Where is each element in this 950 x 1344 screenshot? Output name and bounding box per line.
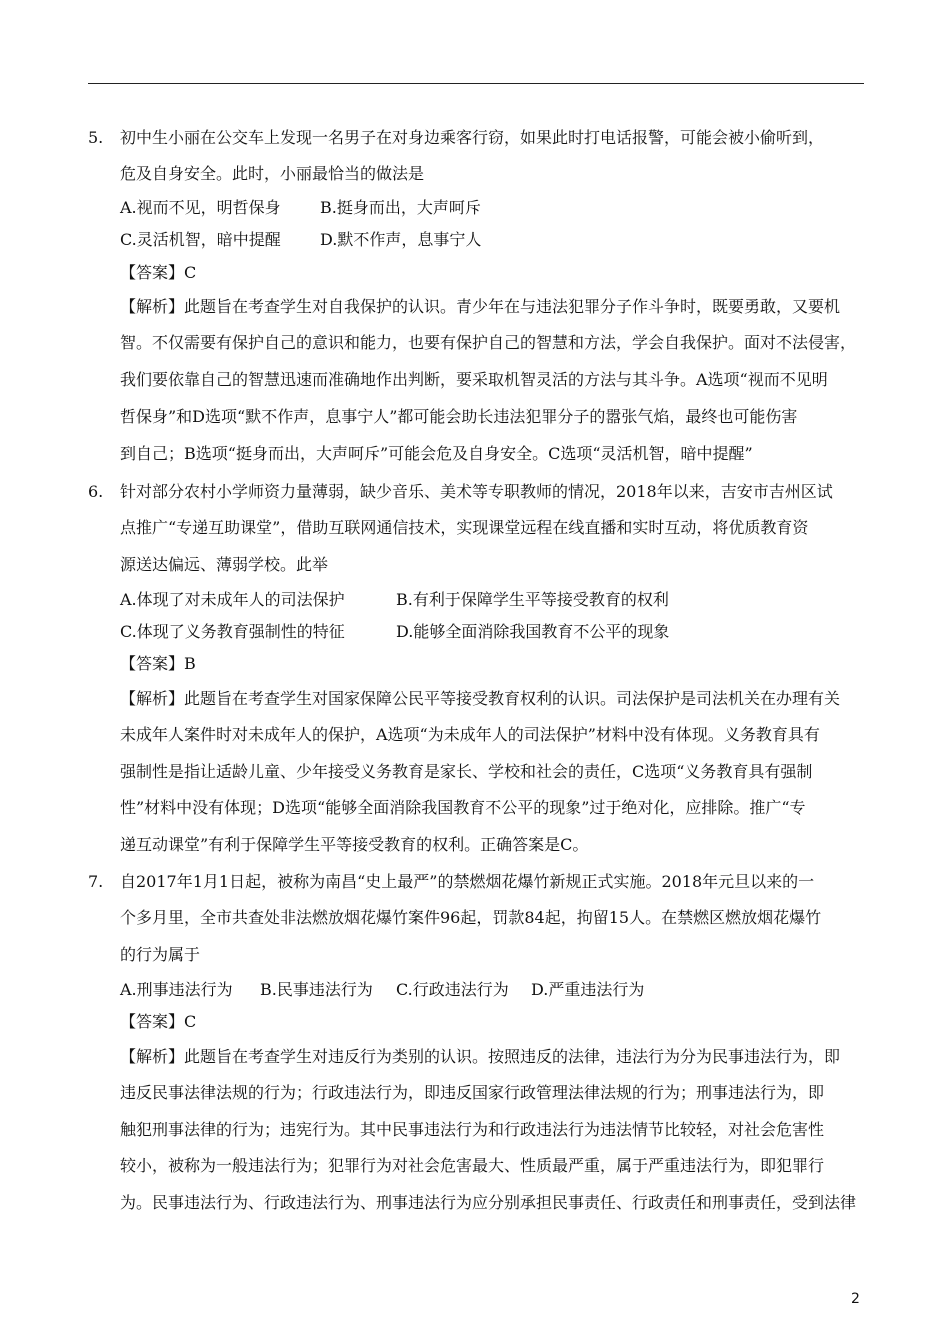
q6-option-d: D.能够全面消除我国教育不公平的现象	[396, 622, 670, 641]
header-rule	[88, 83, 864, 84]
q7-option-b: B.民事违法行为	[260, 980, 373, 999]
q5-option-a: A.视而不见，明哲保身	[120, 198, 281, 217]
q5-option-d: D.默不作声，息事宁人	[320, 230, 482, 249]
q7-number: 7.	[88, 872, 104, 891]
q7-option-a: A.刑事违法行为	[120, 980, 233, 999]
q6-option-c: C.体现了义务教育强制性的特征	[120, 622, 345, 641]
q6-option-b: B.有利于保障学生平等接受教育的权利	[396, 590, 669, 609]
q5-number: 5.	[88, 128, 104, 147]
q5-option-c: C.灵活机智，暗中提醒	[120, 230, 281, 249]
q7-option-d: D.严重违法行为	[531, 980, 645, 999]
q6-option-a: A.体现了对未成年人的司法保护	[120, 590, 345, 609]
q7-option-c: C.行政违法行为	[396, 980, 509, 999]
q5-option-b: B.挺身而出，大声呵斥	[320, 198, 481, 217]
page-number: 2	[851, 1291, 860, 1307]
q6-number: 6.	[88, 482, 104, 501]
